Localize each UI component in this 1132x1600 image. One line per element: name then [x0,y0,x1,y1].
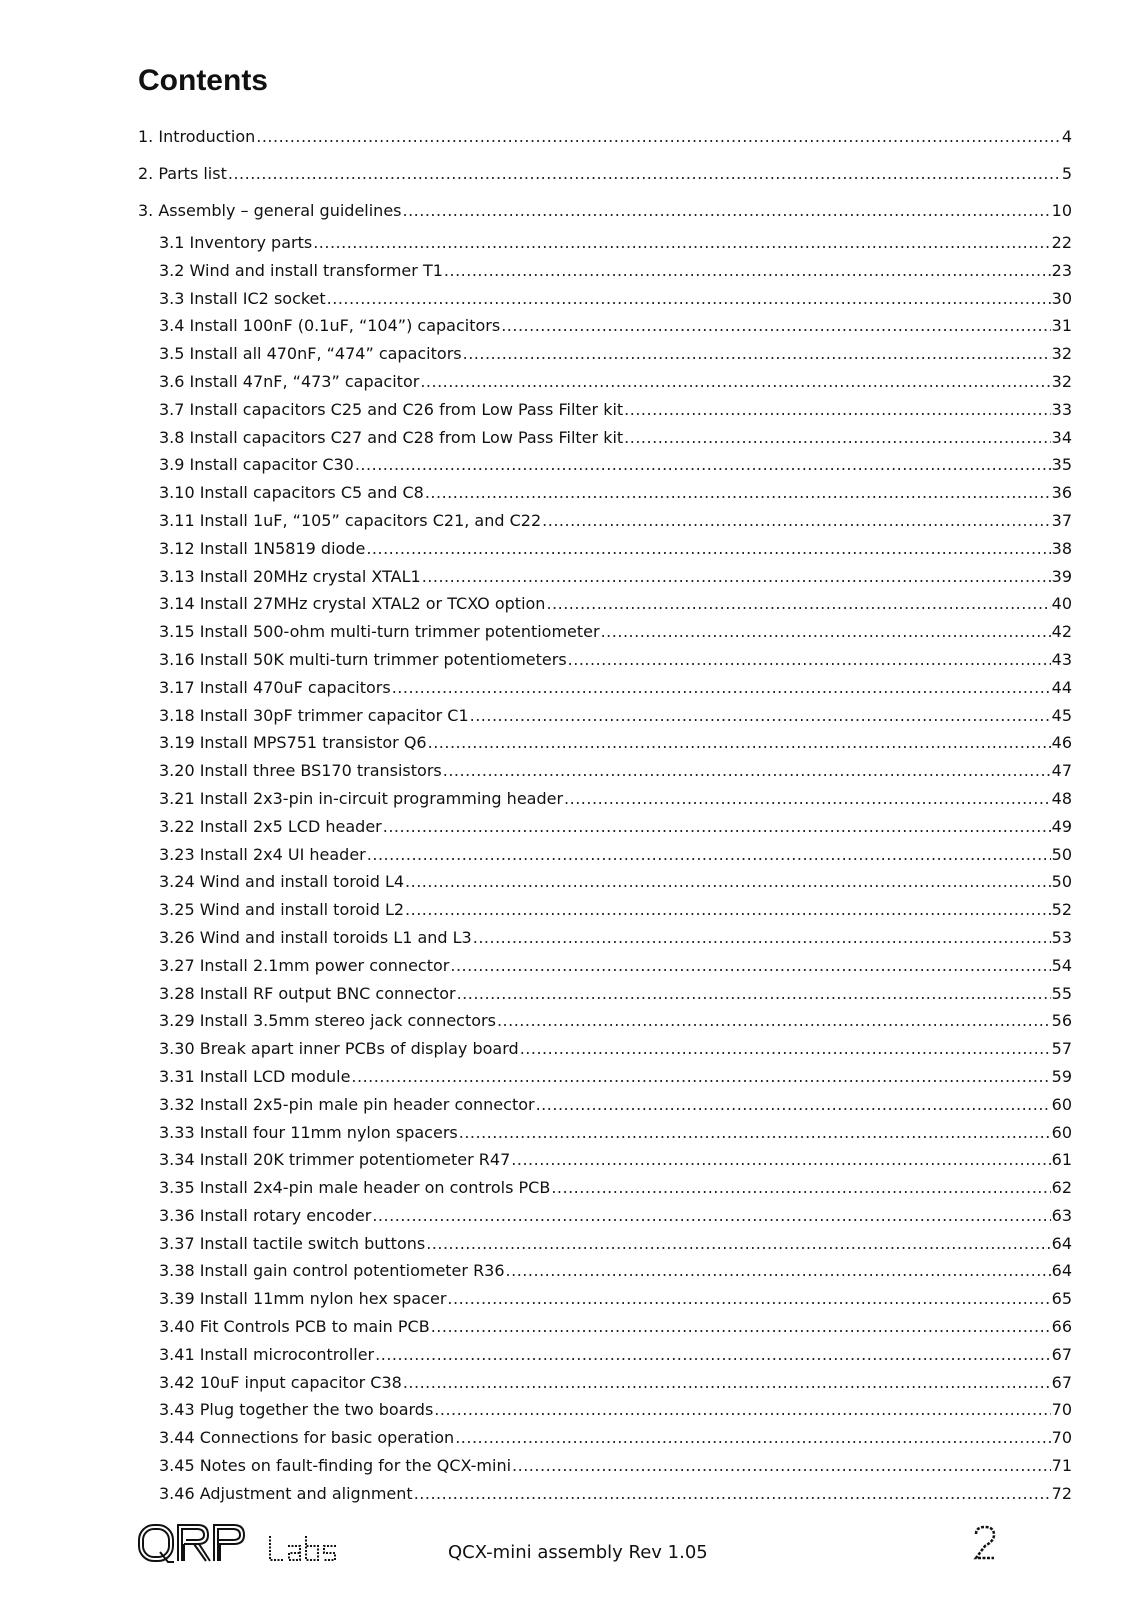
toc-entry-page: 38 [1051,538,1072,558]
toc-entry-page: 63 [1051,1205,1072,1225]
toc-dot-leader [367,841,1051,869]
toc-entry-page: 59 [1051,1066,1072,1086]
toc-dot-leader [392,674,1051,702]
toc-entry-title: 3.9 Install capacitor C30 [159,455,354,475]
toc-entry[interactable] [138,1174,1072,1202]
toc-dot-leader [355,451,1051,479]
toc-entry-title: 3.8 Install capacitors C27 and C28 from Low Pass Filter kit [159,427,624,447]
toc-dot-leader [228,155,1061,192]
toc-entry[interactable] [138,1452,1072,1480]
toc-entry[interactable] [138,618,1072,646]
toc-entry-title: 3.29 Install 3.5mm stereo jack connectors [159,1011,496,1031]
toc-entry[interactable] [138,257,1072,285]
toc-entry-title: 3.1 Inventory parts [159,233,313,252]
toc-entry[interactable] [138,674,1072,702]
toc-entry-page: 61 [1051,1150,1072,1170]
toc-entry-page: 67 [1051,1372,1072,1392]
toc-entry-title: 3.14 Install 27MHz crystal XTAL2 or TCXO option [159,594,546,614]
toc-dot-leader [372,1202,1050,1230]
toc-dot-leader [405,896,1051,924]
toc-entry-page: 50 [1051,844,1072,864]
toc-entry-page: 56 [1051,1011,1072,1031]
toc-entry-page: 65 [1051,1289,1072,1309]
toc-entry-page: 49 [1051,816,1072,836]
toc-entry-title: 3.32 Install 2x5-pin male pin header connector [159,1094,535,1114]
toc-dot-leader [546,590,1050,618]
toc-dot-leader [313,229,1050,257]
toc-entry-title: 3.20 Install three BS170 transistors [159,761,442,781]
toc-entry[interactable] [138,340,1072,368]
toc-dot-leader [351,1063,1050,1091]
toc-entry-title: 3.30 Break apart inner PCBs of display board [159,1039,519,1059]
page-footer [0,1520,1132,1580]
toc-entry[interactable] [138,896,1072,924]
toc-dot-leader [414,1480,1051,1508]
toc-dot-leader [256,118,1061,155]
toc-entry[interactable] [138,312,1072,340]
toc-entry[interactable] [138,479,1072,507]
toc-entry-page: 64 [1051,1261,1072,1281]
toc-entry-title: 3.2 Wind and install transformer T1 [159,260,443,280]
toc-dot-leader [536,1091,1051,1119]
toc-entry[interactable] [138,118,1072,155]
toc-entry-page: 23 [1051,260,1072,280]
toc-entry-page: 33 [1051,399,1072,419]
toc-entry-page: 45 [1051,705,1072,725]
document-title: QCX-mini assembly Rev 1.05 [448,1542,708,1563]
toc-entry-page: 4 [1061,127,1072,146]
toc-entry-title: 3.33 Install four 11mm nylon spacers [159,1122,458,1142]
toc-entry-title: 3.37 Install tactile switch buttons [159,1233,426,1253]
toc-entry[interactable] [138,1202,1072,1230]
toc-entry-page: 34 [1051,427,1072,447]
toc-entry-page: 66 [1051,1317,1072,1337]
toc-dot-leader [551,1174,1050,1202]
toc-entry-title: 2. Parts list [138,164,227,183]
toc-entry-title: 3.31 Install LCD module [159,1066,351,1086]
toc-entry[interactable] [138,368,1072,396]
toc-entry[interactable] [138,1396,1072,1424]
toc-entry-page: 42 [1051,622,1072,642]
toc-entry[interactable] [138,813,1072,841]
toc-dot-leader [511,1146,1050,1174]
toc-entry-page: 22 [1051,233,1072,252]
toc-entry-page: 32 [1051,371,1072,391]
toc-entry-title: 3.24 Wind and install toroid L4 [159,872,405,892]
toc-dot-leader [542,507,1050,535]
page-title: Contents [138,64,268,97]
toc-dot-leader [473,924,1051,952]
toc-entry[interactable] [138,785,1072,813]
toc-entry-title: 3.39 Install 11mm nylon hex spacer [159,1289,447,1309]
toc-entry-title: 3.17 Install 470uF capacitors [159,677,391,697]
toc-entry-page: 67 [1051,1344,1072,1364]
toc-entry-title: 3.16 Install 50K multi-turn trimmer potentiometers [159,649,567,669]
toc-dot-leader [422,563,1051,591]
toc-entry[interactable] [138,1007,1072,1035]
toc-entry[interactable] [138,1119,1072,1147]
toc-entry-page: 55 [1051,983,1072,1003]
toc-entry-title: 3.11 Install 1uF, “105” capacitors C21, and C22 [159,510,542,530]
toc-entry-page: 39 [1051,566,1072,586]
toc-entry[interactable] [138,1230,1072,1258]
toc-dot-leader [601,618,1051,646]
toc-dot-leader [457,980,1051,1008]
toc-entry[interactable] [138,563,1072,591]
toc-entry[interactable] [138,1285,1072,1313]
toc-entry-title: 3.12 Install 1N5819 diode [159,538,366,558]
toc-entry-page: 52 [1051,900,1072,920]
toc-entry[interactable] [138,980,1072,1008]
toc-dot-leader [375,1341,1051,1369]
toc-entry-page: 35 [1051,455,1072,475]
toc-dot-leader [434,1396,1050,1424]
toc-entry-title: 3.22 Install 2x5 LCD header [159,816,382,836]
toc-entry-page: 46 [1051,733,1072,753]
qrp-labs-logo [138,1522,368,1566]
toc-dot-leader [420,368,1050,396]
toc-entry-page: 54 [1051,955,1072,975]
toc-dot-leader [428,729,1051,757]
toc-dot-leader [447,1285,1050,1313]
toc-entry[interactable] [138,1146,1072,1174]
toc-entry-title: 3.23 Install 2x4 UI header [159,844,366,864]
toc-entry-page: 30 [1051,288,1072,308]
toc-dot-leader [459,1119,1051,1147]
toc-entry[interactable] [138,1341,1072,1369]
toc-dot-leader [403,192,1051,229]
toc-entry-title: 3.44 Connections for basic operation [159,1428,455,1448]
toc-dot-leader [426,1230,1050,1258]
toc-dot-leader [444,257,1051,285]
toc-dot-leader [327,285,1051,313]
toc-entry[interactable] [138,702,1072,730]
toc-dot-leader [405,868,1051,896]
toc-entry-title: 3.46 Adjustment and alignment [159,1483,413,1503]
toc-entry-title: 3.26 Wind and install toroids L1 and L3 [159,927,472,947]
toc-entry[interactable] [138,757,1072,785]
toc-entry-title: 3.5 Install all 470nF, “474” capacitors [159,344,462,364]
toc-entry[interactable] [138,924,1072,952]
toc-entry-page: 71 [1051,1456,1072,1476]
toc-entry-page: 31 [1051,316,1072,336]
toc-entry-page: 60 [1051,1094,1072,1114]
toc-entry[interactable] [138,868,1072,896]
toc-entry[interactable] [138,1091,1072,1119]
toc-entry-title: 3.35 Install 2x4-pin male header on controls PCB [159,1178,551,1198]
toc-entry-title: 3.28 Install RF output BNC connector [159,983,456,1003]
toc-dot-leader [425,479,1051,507]
toc-entry-page: 47 [1051,761,1072,781]
toc-entry[interactable] [138,952,1072,980]
toc-entry[interactable] [138,1480,1072,1508]
toc-entry-title: 3.43 Plug together the two boards [159,1400,434,1420]
toc-dot-leader [366,535,1050,563]
page-number [972,1524,998,1564]
toc-dot-leader [512,1452,1051,1480]
toc-dot-leader [624,424,1050,452]
table-of-contents [138,118,1072,1508]
toc-entry-title: 3.36 Install rotary encoder [159,1205,372,1225]
toc-entry-page: 44 [1051,677,1072,697]
toc-entry-title: 3.38 Install gain control potentiometer R36 [159,1261,505,1281]
toc-entry-page: 37 [1051,510,1072,530]
toc-dot-leader [431,1313,1051,1341]
toc-entry[interactable] [138,155,1072,192]
toc-entry-page: 57 [1051,1039,1072,1059]
toc-entry[interactable] [138,1313,1072,1341]
toc-entry-title: 3.40 Fit Controls PCB to main PCB [159,1317,430,1337]
toc-entry-page: 40 [1051,594,1072,614]
toc-entry[interactable] [138,1369,1072,1397]
toc-entry[interactable] [138,1424,1072,1452]
toc-entry-title: 3.10 Install capacitors C5 and C8 [159,483,424,503]
toc-entry[interactable] [138,590,1072,618]
toc-entry-page: 70 [1051,1400,1072,1420]
toc-entry[interactable] [138,396,1072,424]
toc-entry[interactable] [138,192,1072,229]
toc-entry-page: 10 [1051,201,1072,220]
toc-dot-leader [506,1257,1051,1285]
toc-entry-page: 50 [1051,872,1072,892]
toc-dot-leader [497,1007,1051,1035]
toc-entry-title: 3. Assembly – general guidelines [138,201,402,220]
toc-dot-leader [564,785,1051,813]
toc-entry[interactable] [138,1257,1072,1285]
toc-dot-leader [520,1035,1051,1063]
toc-entry-title: 3.7 Install capacitors C25 and C26 from Low Pass Filter kit [159,399,624,419]
toc-entry[interactable] [138,451,1072,479]
toc-entry-title: 3.19 Install MPS751 transistor Q6 [159,733,427,753]
toc-entry-title: 3.6 Install 47nF, “473” capacitor [159,371,420,391]
toc-entry-title: 3.4 Install 100nF (0.1uF, “104”) capacitors [159,316,501,336]
toc-dot-leader [443,757,1051,785]
toc-entry[interactable] [138,507,1072,535]
toc-entry-title: 3.3 Install IC2 socket [159,288,326,308]
toc-entry[interactable] [138,229,1072,257]
toc-entry-title: 1. Introduction [138,127,256,146]
toc-entry-page: 5 [1061,164,1072,183]
toc-entry[interactable] [138,535,1072,563]
toc-entry[interactable] [138,646,1072,674]
toc-entry-page: 48 [1051,788,1072,808]
toc-dot-leader [455,1424,1050,1452]
toc-entry[interactable] [138,424,1072,452]
toc-entry-page: 43 [1051,649,1072,669]
toc-entry-page: 62 [1051,1178,1072,1198]
toc-entry[interactable] [138,729,1072,757]
toc-dot-leader [450,952,1050,980]
toc-entry-title: 3.18 Install 30pF trimmer capacitor C1 [159,705,469,725]
toc-entry-page: 72 [1051,1483,1072,1503]
toc-entry-title: 3.42 10uF input capacitor C38 [159,1372,402,1392]
toc-dot-leader [501,312,1050,340]
toc-entry-title: 3.34 Install 20K trimmer potentiometer R47 [159,1150,511,1170]
toc-entry[interactable] [138,285,1072,313]
toc-entry-title: 3.13 Install 20MHz crystal XTAL1 [159,566,421,586]
toc-entry[interactable] [138,1035,1072,1063]
toc-entry-title: 3.21 Install 2x3-pin in-circuit programming header [159,788,564,808]
toc-entry-title: 3.15 Install 500-ohm multi-turn trimmer potentiometer [159,622,600,642]
toc-dot-leader [463,340,1051,368]
toc-dot-leader [383,813,1051,841]
toc-entry-title: 3.27 Install 2.1mm power connector [159,955,450,975]
toc-entry-title: 3.25 Wind and install toroid L2 [159,900,405,920]
toc-entry-title: 3.45 Notes on fault-finding for the QCX-mini [159,1456,512,1476]
toc-entry[interactable] [138,841,1072,869]
toc-dot-leader [624,396,1050,424]
toc-entry[interactable] [138,1063,1072,1091]
toc-entry-page: 53 [1051,927,1072,947]
toc-entry-page: 32 [1051,344,1072,364]
toc-dot-leader [403,1369,1051,1397]
toc-dot-leader [568,646,1051,674]
toc-entry-page: 70 [1051,1428,1072,1448]
toc-entry-page: 36 [1051,483,1072,503]
toc-entry-page: 60 [1051,1122,1072,1142]
toc-entry-page: 64 [1051,1233,1072,1253]
toc-dot-leader [470,702,1051,730]
toc-entry-title: 3.41 Install microcontroller [159,1344,375,1364]
